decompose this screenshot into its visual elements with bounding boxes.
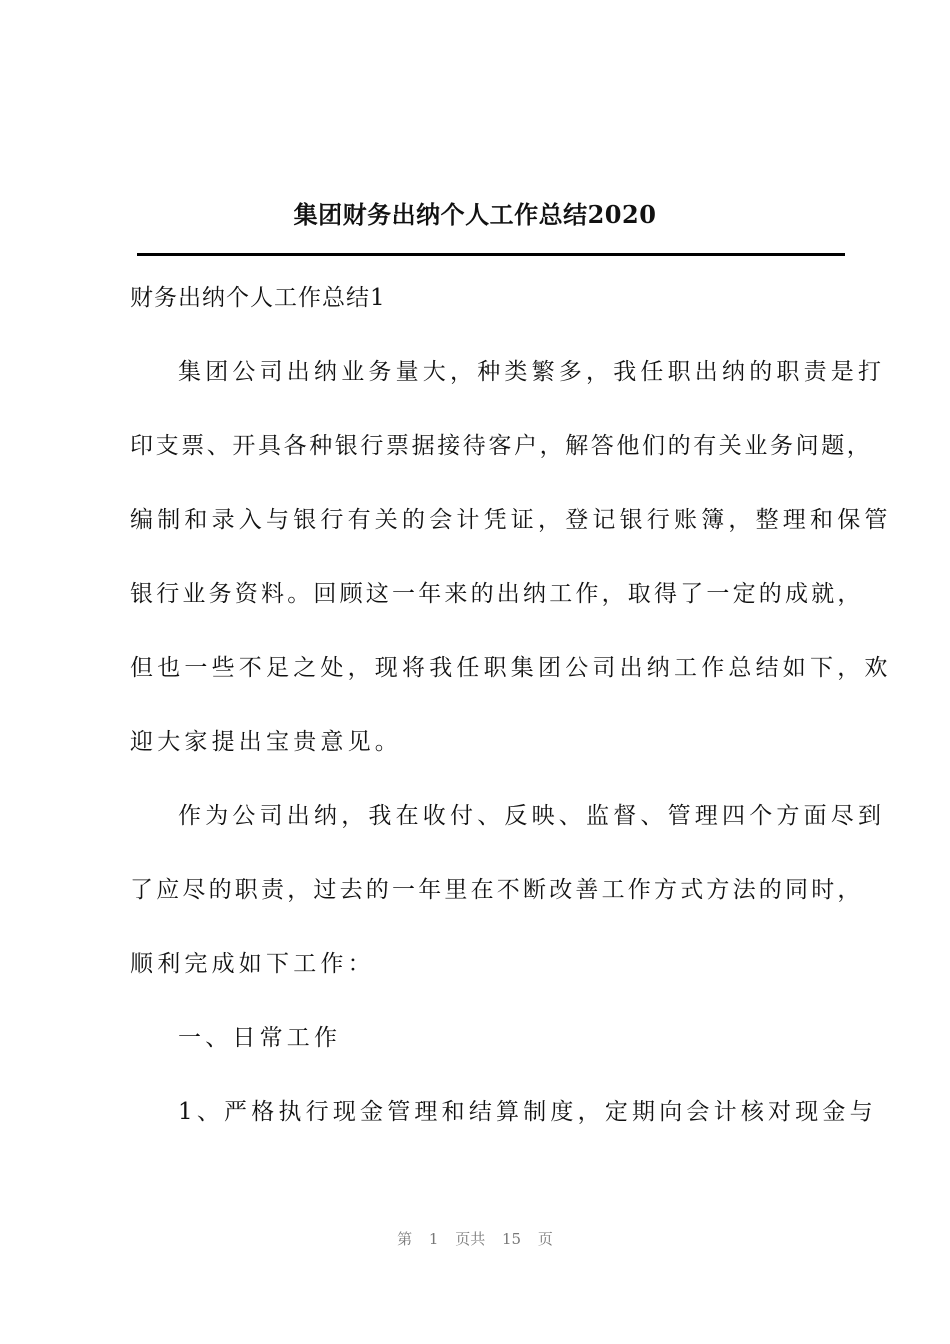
footer-middle: 页共	[455, 1230, 486, 1248]
paragraph-line: 银行业务资料。回顾这一年来的出纳工作，取得了一定的成就，	[130, 581, 864, 607]
document-title: 集团财务出纳个人工作总结2020	[293, 200, 657, 229]
footer-total-pages: 15	[502, 1230, 522, 1248]
section-heading: 财务出纳个人工作总结1	[130, 285, 386, 311]
title-divider	[137, 253, 845, 256]
subsection-heading: 一、日常工作	[178, 1025, 342, 1051]
paragraph-line: 了应尽的职责，过去的一年里在不断改善工作方式方法的同时，	[130, 877, 864, 903]
footer-page-number: 1	[428, 1230, 439, 1248]
paragraph-line: 但也一些不足之处，现将我任职集团公司出纳工作总结如下，欢	[130, 655, 892, 681]
footer-prefix: 第	[397, 1230, 413, 1248]
paragraph-line: 迎大家提出宝贵意见。	[130, 729, 402, 755]
paragraph-line: 集团公司出纳业务量大，种类繁多，我任职出纳的职责是打	[178, 359, 886, 385]
paragraph-line: 印支票、开具各种银行票据接待客户，解答他们的有关业务问题，	[130, 433, 873, 459]
paragraph-line: 作为公司出纳，我在收付、反映、监督、管理四个方面尽到	[178, 803, 886, 829]
paragraph-line: 1、严格执行现金管理和结算制度，定期向会计核对现金与	[178, 1099, 877, 1125]
paragraph-line: 编制和录入与银行有关的会计凭证，登记银行账簿，整理和保管	[130, 507, 892, 533]
footer-suffix: 页	[537, 1230, 553, 1248]
page-footer	[0, 1228, 950, 1250]
paragraph-line: 顺利完成如下工作：	[130, 951, 375, 977]
